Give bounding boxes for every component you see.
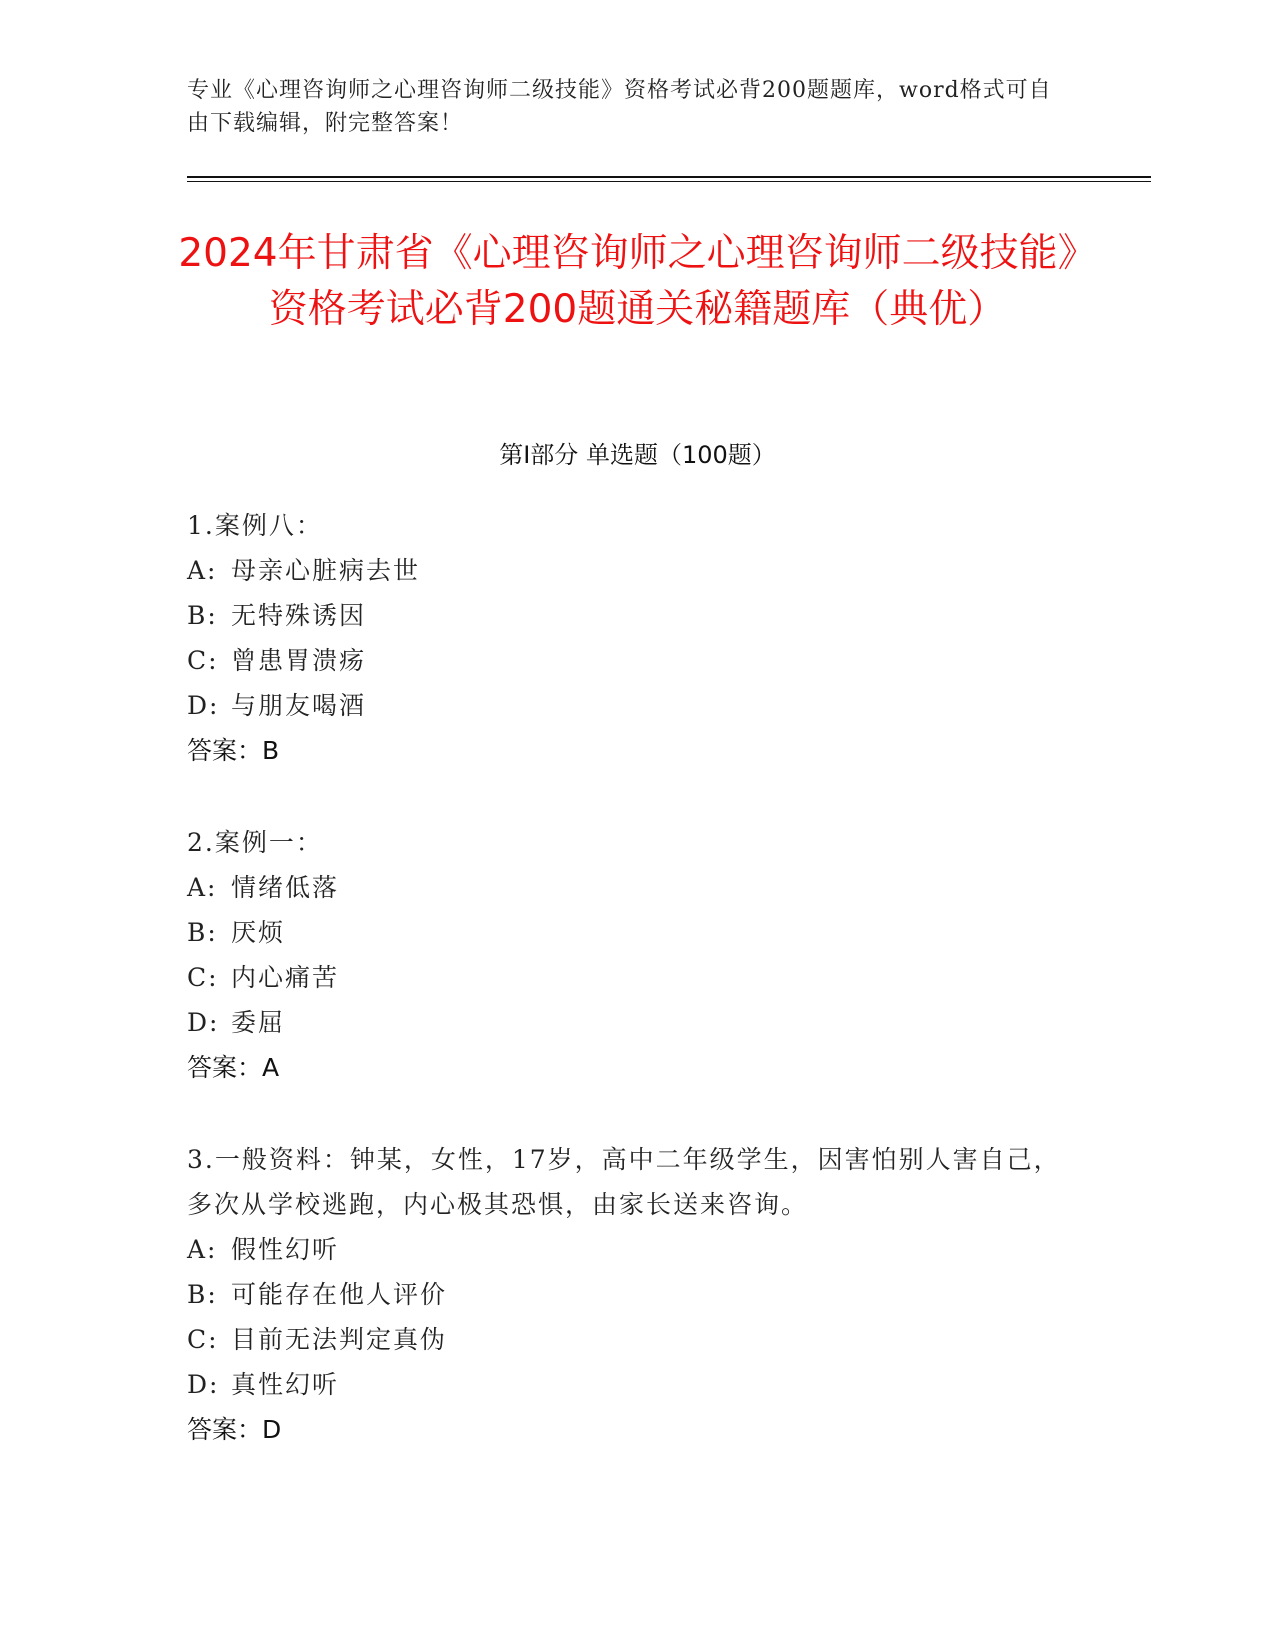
document-title: 2024年甘肃省《心理咨询师之心理咨询师二级技能》资格考试必背200题通关秘籍题库（典优）: [178, 231, 1097, 332]
option-a: [187, 865, 1067, 910]
option-d: [187, 1362, 1067, 1407]
option-key: B:: [187, 601, 218, 630]
option-text: 厌烦: [231, 918, 286, 947]
option-key: A:: [187, 1235, 218, 1264]
section-heading: 第I部分 单选题（100题）: [499, 441, 776, 469]
question-1: [187, 503, 1067, 773]
option-text: 母亲心脏病去世: [231, 556, 421, 585]
option-key: A:: [187, 556, 218, 585]
question-3: [187, 1137, 1067, 1452]
option-key: D:: [187, 1008, 220, 1037]
option-text: 假性幻听: [231, 1235, 340, 1264]
option-key: C:: [187, 963, 219, 992]
option-c: [187, 1317, 1067, 1362]
option-d: [187, 1000, 1067, 1045]
answer-line: 答案：A: [187, 1053, 280, 1082]
option-key: C:: [187, 1325, 219, 1354]
header-rule-thick: [187, 176, 1151, 178]
option-key: B:: [187, 918, 218, 947]
option-key: A:: [187, 873, 218, 902]
option-c: [187, 955, 1067, 1000]
option-text: 与朋友喝酒: [231, 691, 367, 720]
option-c: [187, 638, 1067, 683]
option-text: 委屈: [231, 1008, 286, 1037]
answer-line: 答案：B: [187, 736, 280, 765]
option-a: [187, 548, 1067, 593]
header-rule-thin: [187, 181, 1151, 182]
answer-line: 答案：D: [187, 1415, 282, 1444]
option-d: [187, 683, 1067, 728]
option-b: [187, 910, 1067, 955]
question-stem: 3.一般资料：钟某，女性，17岁，高中二年级学生，因害怕别人害自己，多次从学校逃跑，内心极其恐惧，由家长送来咨询。: [187, 1145, 1061, 1219]
option-text: 可能存在他人评价: [231, 1280, 448, 1309]
option-text: 曾患胃溃疡: [231, 646, 367, 675]
header-note: 专业《心理咨询师之心理咨询师二级技能》资格考试必背200题题库，word格式可自由下载编辑，附完整答案！: [187, 78, 1052, 136]
option-key: D:: [187, 691, 220, 720]
option-b: [187, 593, 1067, 638]
option-text: 内心痛苦: [231, 963, 340, 992]
option-text: 情绪低落: [231, 873, 340, 902]
question-2: [187, 820, 1067, 1090]
option-text: 目前无法判定真伪: [231, 1325, 448, 1354]
option-text: 无特殊诱因: [231, 601, 367, 630]
option-text: 真性幻听: [231, 1370, 340, 1399]
option-key: B:: [187, 1280, 218, 1309]
option-b: [187, 1272, 1067, 1317]
option-key: C:: [187, 646, 219, 675]
option-key: D:: [187, 1370, 220, 1399]
question-stem: 1.案例八：: [187, 511, 323, 540]
question-stem: 2.案例一：: [187, 828, 323, 857]
option-a: [187, 1227, 1067, 1272]
